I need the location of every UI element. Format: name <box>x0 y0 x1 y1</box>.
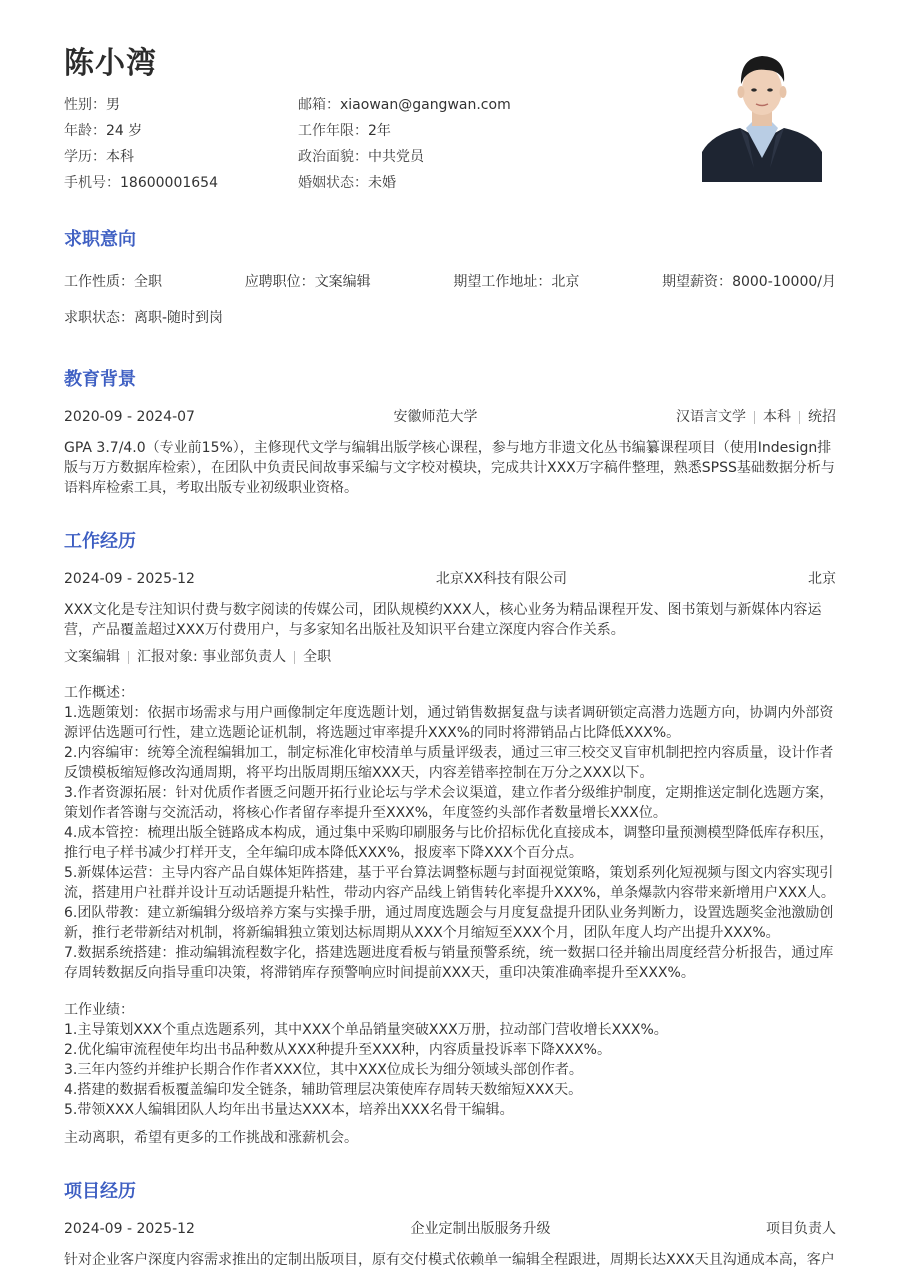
marital-status-value: 未婚 <box>368 175 396 191</box>
job-position <box>245 272 371 292</box>
job-location-value: 北京 <box>551 274 580 290</box>
overview-item: 7.数据系统搭建：推动编辑流程数字化，搭建选题进度看板与销量预警系统，统一数据口径并输出周度经营分析报告，通过库存周转数据反向指导重印决策，将滞销库存预警响应时间提前XXX天，重印决策准确率提升至XXX%。 <box>64 945 834 981</box>
job-location <box>453 272 579 292</box>
result-item: 2.优化编审流程使年均出书品种数从XXX种提升至XXX种，内容质量投诉率下降XXX%。 <box>64 1042 611 1058</box>
work-header <box>64 569 836 589</box>
company-name: 北京XX科技有限公司 <box>435 571 568 587</box>
work-meta <box>64 647 331 667</box>
result-item: 1.主导策划XXX个重点选题系列，其中XXX个单品销量突破XXX万册，拉动部门营收增长XXX%。 <box>64 1022 668 1038</box>
education-period: 2020-09 - 2024-07 <box>64 409 195 425</box>
result-item: 4.搭建的数据看板覆盖编印发全链条，辅助管理层决策使库存周转天数缩短XXX天。 <box>64 1082 583 1098</box>
project-name: 企业定制出版服务升级 <box>410 1221 551 1237</box>
job-status-value: 离职-随时到岗 <box>134 310 224 326</box>
work-type: 全职 <box>303 649 332 665</box>
overview-title: 工作概述： <box>64 685 134 701</box>
job-position-label: 应聘职位： <box>244 274 315 290</box>
divider <box>754 411 755 424</box>
overview-item: 1.选题策划：依据市场需求与用户画像制定年度选题计划，通过销售数据复盘与读者调研锁定高潜力选题方向，协调内外部资源评估选题可行性，建立选题论证机制，将选题过审率提升XXX%的同时将滞销品占比降低XXX%。 <box>64 705 834 741</box>
marital-status-label: 婚姻状态： <box>298 175 368 191</box>
info-row <box>64 122 624 148</box>
project-period: 2024-09 - 2025-12 <box>64 1221 195 1237</box>
info-row <box>64 148 624 174</box>
age-value: 24 岁 <box>106 123 143 139</box>
results-title: 工作业绩： <box>64 1002 134 1018</box>
info-row <box>64 96 624 122</box>
job-location-label: 期望工作地址： <box>453 274 552 290</box>
job-type-value: 全职 <box>134 274 162 290</box>
job-salary-label: 期望薪资： <box>662 274 733 290</box>
personal-info <box>64 96 624 200</box>
overview-item: 6.团队带教：建立新编辑分级培养方案与实操手册，通过周度选题会与月度复盘提升团队业务判断力，设置选题奖金池激励创新，推行老带新结对机制，将新编辑独立策划达标周期从XXX个月缩短至XXX个月，团队年度人均产出提升XXX%。 <box>64 905 834 941</box>
job-salary-value: 8000-10000/月 <box>732 274 836 290</box>
job-salary <box>662 272 836 292</box>
project-role: 项目负责人 <box>765 1221 836 1237</box>
overview-item: 5.新媒体运营：主导内容产品自媒体矩阵搭建，基于平台算法调整标题与封面视觉策略，策划系列化短视频与图文内容实现引流，搭建用户社群并设计互动话题提升粘性，带动内容产品线上销售转化率提升XXX%，单条爆款内容带来新增用户XXX人。 <box>64 865 835 901</box>
company-intro: XXX文化是专注知识付费与数字阅读的传媒公司，团队规模约XXX人，核心业务为精品课程开发、图书策划与新媒体内容运营，产品覆盖超过XXX万付费用户，与多家知名出版社及知识平台建立深度内容合作关系。 <box>64 602 822 638</box>
political-status-label: 政治面貌： <box>298 149 368 165</box>
work-years-label: 工作年限： <box>298 123 368 139</box>
school-name: 安徽师范大学 <box>393 409 478 425</box>
education-value: 本科 <box>106 149 134 165</box>
phone-label: 手机号： <box>64 175 120 191</box>
email-value: xiaowan@gangwan.com <box>340 97 511 113</box>
age-label: 年龄： <box>64 123 106 139</box>
divider <box>799 411 800 424</box>
result-item: 3.三年内签约并维护长期合作作者XXX位，其中XXX位成长为细分领域头部创作者。 <box>64 1062 583 1078</box>
work-years-value: 2年 <box>368 123 391 139</box>
section-title-intent: 求职意向 <box>64 229 136 250</box>
email-label: 邮箱： <box>298 97 340 113</box>
gender-label: 性别： <box>64 97 106 113</box>
section-title-work: 工作经历 <box>64 531 136 552</box>
education-details <box>676 407 836 427</box>
result-item: 5.带领XXX人编辑团队人均年出书量达XXX本，培养出XXX名骨干编辑。 <box>64 1102 514 1118</box>
work-overview <box>64 683 838 983</box>
job-type-label: 工作性质： <box>64 274 134 290</box>
portrait-image <box>702 48 822 182</box>
political-status-value: 中共党员 <box>368 149 424 165</box>
gender-value: 男 <box>106 97 120 113</box>
work-city: 北京 <box>807 571 836 587</box>
info-row <box>64 174 624 200</box>
section-title-project: 项目经历 <box>64 1181 136 1202</box>
work-period: 2024-09 - 2025-12 <box>64 571 195 587</box>
education-header <box>64 407 836 427</box>
overview-item: 4.成本管控：梳理出版全链路成本构成，通过集中采购印刷服务与比价招标优化直接成本，调整印量预测模型降低库存积压，推行电子样书减少打样开支，全年编印成本降低XXX%，报废率下降XXX个百分点。 <box>64 825 834 861</box>
job-position-value: 文案编辑 <box>314 274 371 290</box>
job-intent-row <box>64 272 836 292</box>
divider <box>294 651 295 664</box>
project-header <box>64 1219 836 1239</box>
section-title-education: 教育背景 <box>64 369 136 390</box>
phone-value: 18600001654 <box>120 175 218 191</box>
profile-photo <box>702 48 822 182</box>
work-results <box>64 1000 838 1120</box>
divider <box>128 651 129 664</box>
education-label: 学历： <box>64 149 106 165</box>
job-type <box>64 272 162 292</box>
degree: 本科 <box>762 409 791 425</box>
major: 汉语言文学 <box>675 409 746 425</box>
work-report: 汇报对象: 事业部负责人 <box>137 649 287 665</box>
candidate-name: 陈小湾 <box>64 46 157 81</box>
overview-item: 3.作者资源拓展：针对优质作者匮乏问题开拓行业论坛与学术会议渠道，建立作者分级维护制度，定期推送定制化选题方案，策划作者答谢与交流活动，将核心作者留存率提升至XXX%，年度签约头部作者数量增长XXX位。 <box>64 785 834 821</box>
job-status-row <box>64 308 836 328</box>
overview-item: 2.内容编审：统筹全流程编辑加工，制定标准化审校清单与质量评级表，通过三审三校交叉盲审机制把控内容质量，设计作者反馈模板缩短修改沟通周期，将平均出版周期压缩XXX天，内容差错率控制在万分之XXX以下。 <box>64 745 834 781</box>
work-role: 文案编辑 <box>64 649 120 665</box>
education-description: GPA 3.7/4.0（专业前15%），主修现代文学与编辑出版学核心课程，参与地方非遗文化丛书编纂课程项目（使用Indesign排版与万方数据库检索），在团队中负责民间故事采编与文字校对模块，完成共计XXX万字稿件整理，熟悉SPSS基础数据分析与语料库检索工具，考取出版专业初级职业资格。 <box>64 440 835 496</box>
enrollment-type: 统招 <box>807 409 836 425</box>
job-status-label: 求职状态： <box>64 310 134 326</box>
leave-reason: 主动离职，希望有更多的工作挑战和涨薪机会。 <box>64 1130 358 1146</box>
project-description: 针对企业客户深度内容需求推出的定制出版项目，原有交付模式依赖单一编辑全程跟进，周期长达XXX天且沟通成本高，客户 <box>64 1252 835 1268</box>
